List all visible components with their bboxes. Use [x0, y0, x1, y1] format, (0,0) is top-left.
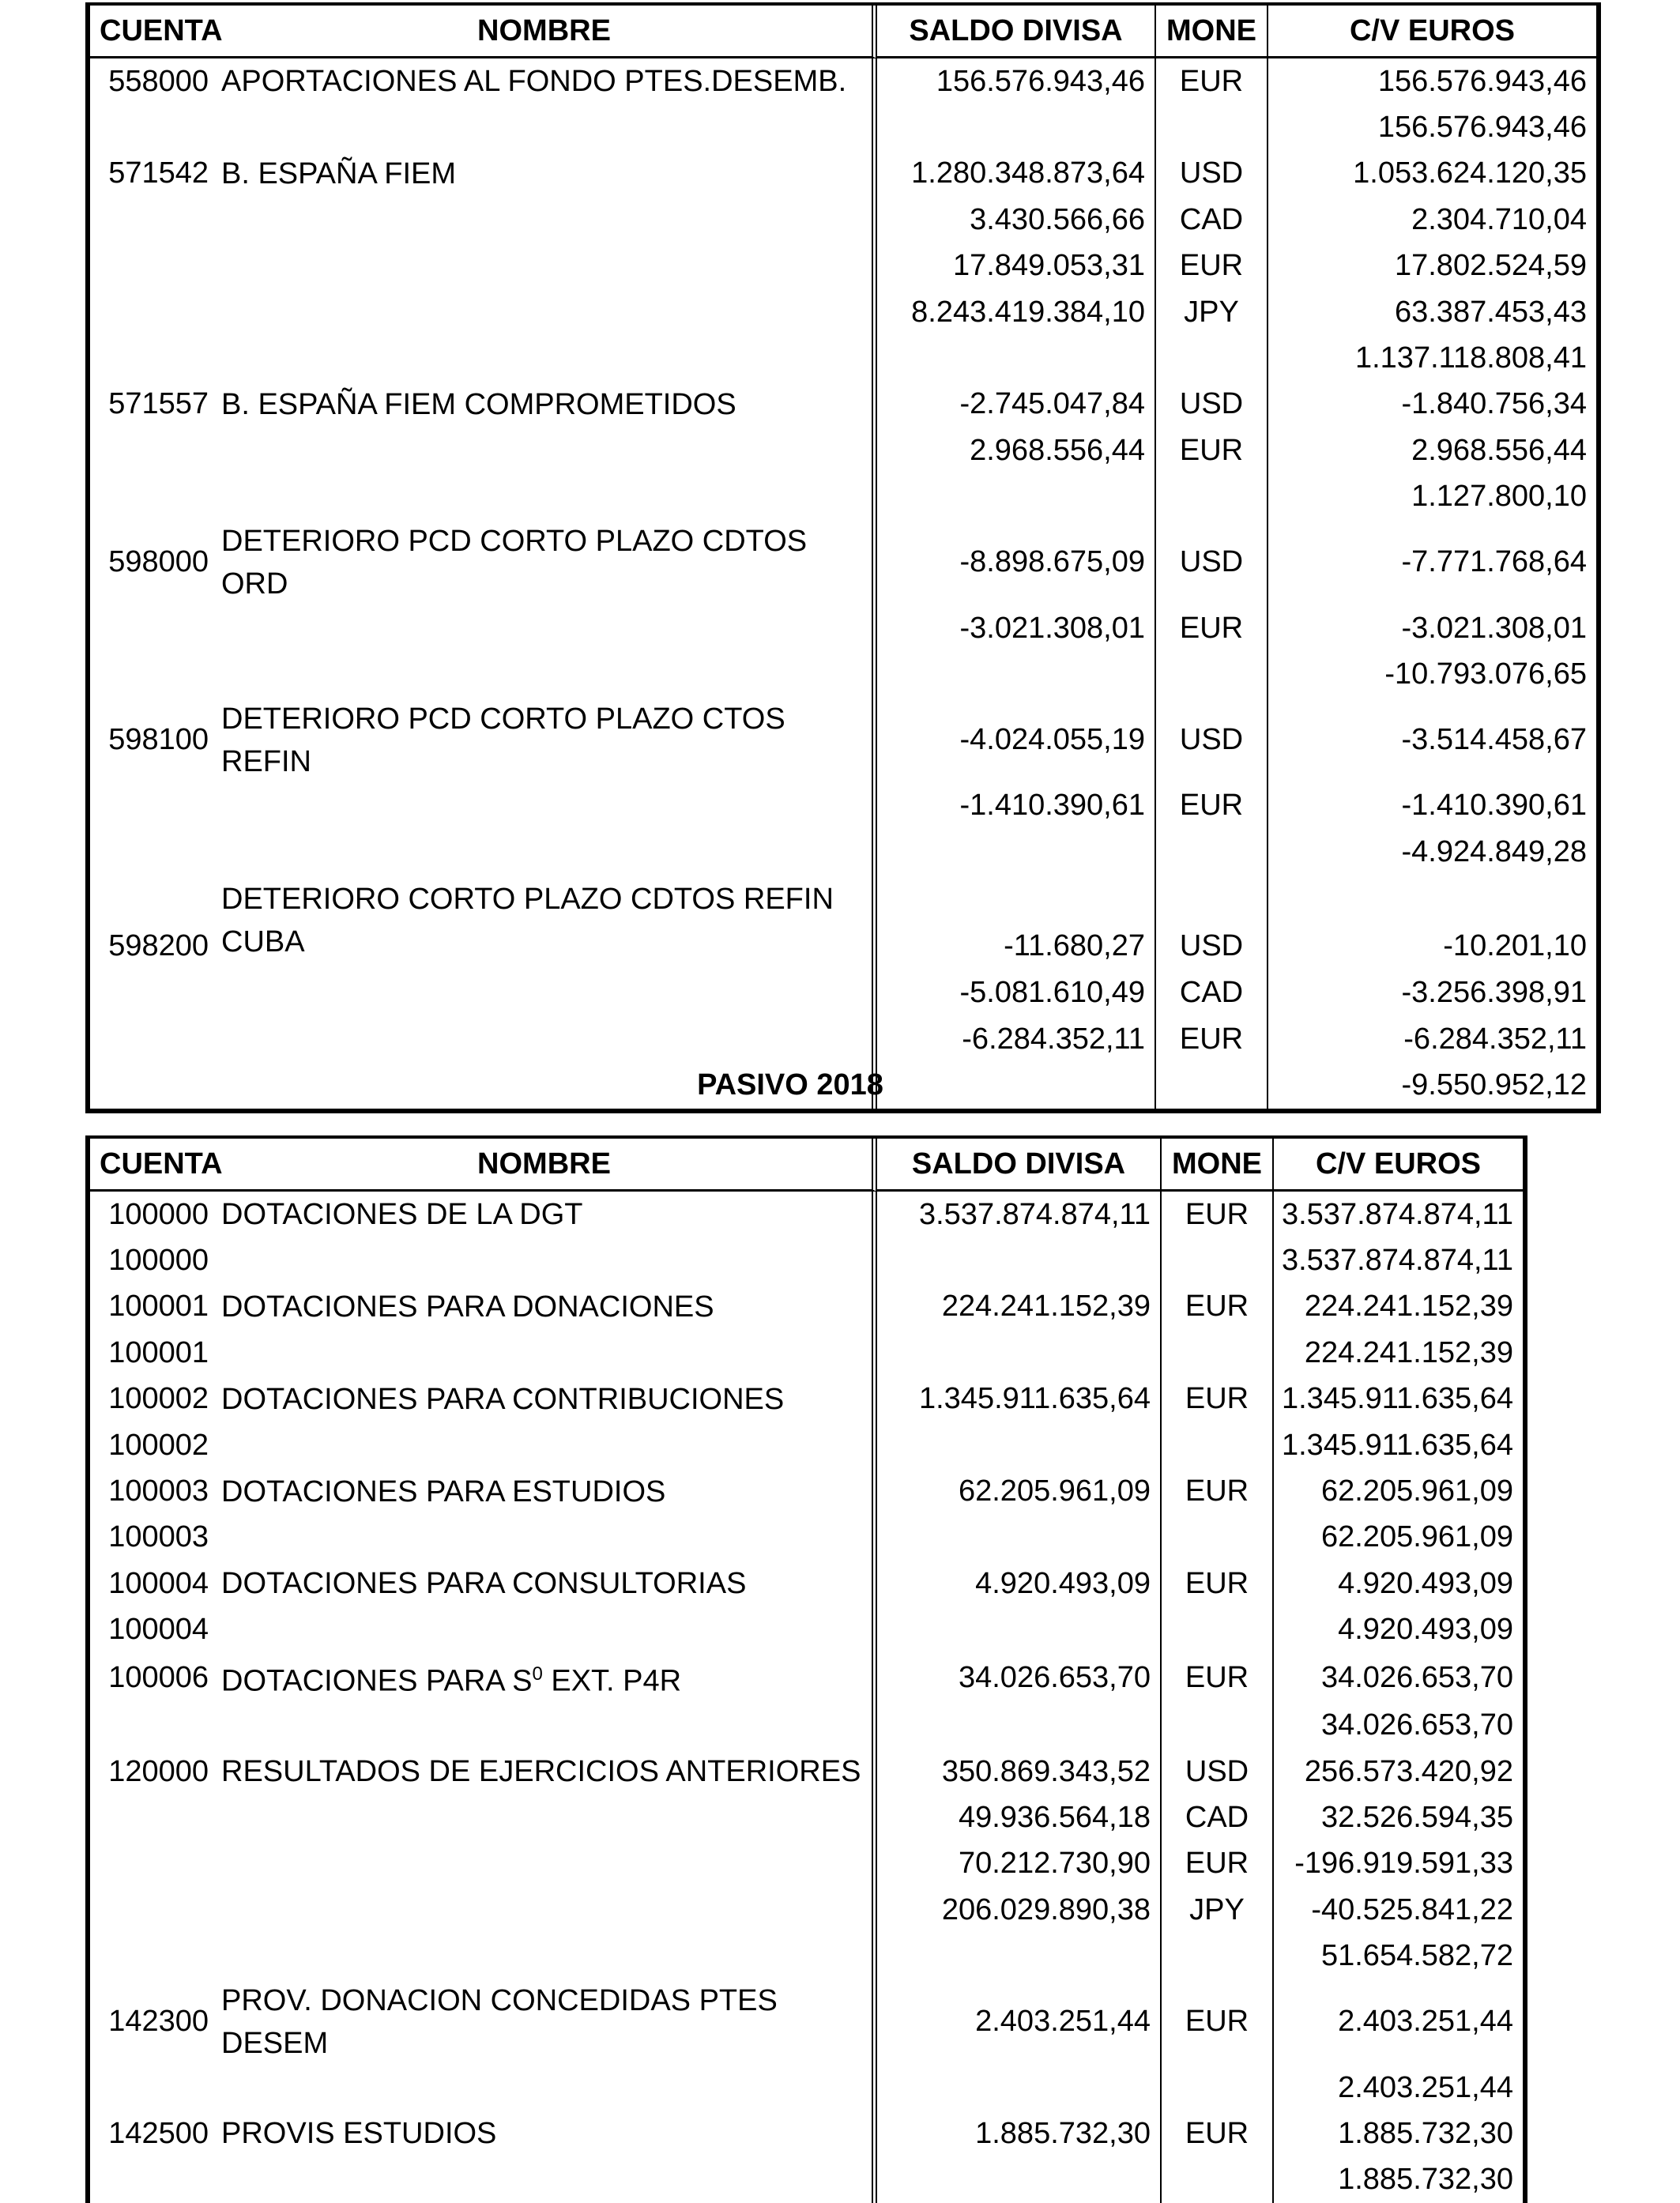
cell-nombre	[217, 335, 877, 381]
cell-moneda	[1162, 1934, 1274, 1979]
cell-cuenta	[90, 335, 217, 381]
cell-nombre-suffix: EXT. P4R	[542, 1664, 682, 1698]
cell-cuenta	[90, 1934, 217, 1979]
table-row	[90, 605, 1596, 651]
table-row	[90, 1330, 1523, 1376]
cell-saldo-divisa: 62.205.961,09	[877, 1468, 1162, 1514]
cell-cv-euros: 4.920.493,09	[1338, 1613, 1513, 1647]
table-row	[90, 1515, 1523, 1561]
cell-cuenta: 100003	[108, 1474, 209, 1508]
cell-cv-euros: 2.403.251,44	[1338, 2005, 1513, 2039]
table-row	[90, 1284, 1523, 1330]
cell-saldo-divisa: 4.920.493,09	[877, 1561, 1162, 1606]
cell-cuenta	[90, 651, 217, 697]
cell-cv-euros: 17.802.524,59	[1394, 249, 1587, 283]
table-header-row	[90, 1139, 1523, 1192]
cell-cuenta: 598000	[108, 545, 209, 579]
cell-nombre: DETERIORO PCD CORTO PLAZO CTOS REFIN	[217, 698, 877, 783]
header-cv-euros: C/V EUROS	[1274, 1139, 1523, 1192]
cell-nombre	[217, 1330, 877, 1376]
table-row	[90, 2065, 1523, 2111]
cell-cv-euros: 1.127.800,10	[1411, 480, 1587, 514]
header-moneda: MONE	[1162, 1139, 1274, 1192]
cell-moneda: USD	[1156, 698, 1268, 783]
cell-nombre: B. ESPAÑA FIEM	[217, 151, 877, 197]
cell-cv-euros: 156.576.943,46	[1377, 111, 1587, 145]
cell-saldo-divisa: 1.345.911.635,64	[877, 1376, 1162, 1422]
header-saldo-divisa: SALDO DIVISA	[877, 6, 1156, 58]
cell-cuenta: 100001	[108, 1335, 209, 1369]
cell-nombre: B. ESPAÑA FIEM COMPROMETIDOS	[217, 382, 877, 427]
cell-cuenta: 100000	[108, 1197, 209, 1231]
cell-saldo-divisa: -3.021.308,01	[877, 605, 1156, 651]
cell-moneda	[1162, 2157, 1274, 2203]
cell-saldo-divisa: 70.212.730,90	[877, 1841, 1162, 1887]
cell-moneda	[1156, 474, 1268, 520]
cell-saldo-divisa	[877, 1934, 1162, 1979]
cell-saldo-divisa	[877, 335, 1156, 381]
cell-cuenta	[90, 1016, 217, 1062]
cell-nombre	[217, 1653, 877, 1703]
cell-cuenta: 100001	[108, 1290, 209, 1324]
cell-nombre	[217, 1515, 877, 1561]
cell-moneda: EUR	[1162, 2111, 1274, 2156]
cell-nombre-text: DOTACIONES PARA S	[221, 1664, 533, 1698]
cell-nombre	[217, 605, 877, 651]
cell-saldo-divisa	[877, 1607, 1162, 1653]
cell-nombre	[217, 2157, 877, 2203]
cell-moneda: USD	[1156, 382, 1268, 427]
cell-cv-euros: 63.387.453,43	[1394, 295, 1587, 329]
cell-moneda: JPY	[1156, 289, 1268, 335]
cell-saldo-divisa: -6.284.352,11	[877, 1016, 1156, 1062]
cell-saldo-divisa: 8.243.419.384,10	[877, 289, 1156, 335]
cell-cv-euros: 1.345.911.635,64	[1281, 1428, 1513, 1462]
cell-moneda: EUR	[1162, 1284, 1274, 1330]
cell-cv-euros: 4.920.493,09	[1338, 1566, 1513, 1600]
cell-cv-euros: -7.771.768,64	[1401, 545, 1587, 579]
cell-saldo-divisa: 2.403.251,44	[877, 1979, 1162, 2065]
table-row	[90, 1703, 1523, 1749]
cell-cv-euros: 34.026.653,70	[1320, 1708, 1513, 1742]
cell-nombre	[217, 289, 877, 335]
cell-moneda: EUR	[1156, 783, 1268, 829]
cell-nombre: DETERIORO PCD CORTO PLAZO CDTOS ORD	[217, 520, 877, 605]
cell-cv-euros: 62.205.961,09	[1320, 1474, 1513, 1508]
cell-cv-euros: 224.241.152,39	[1304, 1290, 1513, 1324]
table-row	[90, 427, 1596, 473]
cell-saldo-divisa	[877, 1330, 1162, 1376]
cell-cv-euros: 224.241.152,39	[1304, 1335, 1513, 1369]
cell-cv-euros: -3.514.458,67	[1401, 723, 1587, 757]
cell-cuenta: 100006	[108, 1660, 209, 1694]
cell-nombre	[217, 1841, 877, 1887]
cell-moneda	[1162, 1330, 1274, 1376]
cell-moneda	[1162, 1237, 1274, 1283]
cell-nombre	[217, 829, 877, 875]
cell-cuenta: 100003	[108, 1520, 209, 1554]
cell-cuenta	[90, 970, 217, 1015]
cell-moneda: USD	[1156, 875, 1268, 970]
cell-cuenta: 598100	[108, 723, 209, 757]
header-moneda: MONE	[1156, 6, 1268, 58]
cell-cv-euros: 156.576.943,46	[1377, 64, 1587, 98]
cell-cv-euros: 1.053.624.120,35	[1353, 156, 1587, 190]
cell-moneda: EUR	[1156, 58, 1268, 104]
cell-moneda: EUR	[1156, 427, 1268, 473]
table-row	[90, 698, 1596, 783]
table-row	[90, 1934, 1523, 1979]
table-row	[90, 1887, 1523, 1933]
superscript-zero: 0	[532, 1663, 543, 1685]
cell-nombre	[217, 1237, 877, 1283]
cell-nombre	[217, 1016, 877, 1062]
table-row	[90, 970, 1596, 1015]
table-row	[90, 289, 1596, 335]
cell-saldo-divisa: 224.241.152,39	[877, 1284, 1162, 1330]
table-row	[90, 335, 1596, 381]
cell-saldo-divisa: 206.029.890,38	[877, 1887, 1162, 1933]
cell-nombre: DOTACIONES PARA ESTUDIOS	[217, 1468, 877, 1514]
header-cuenta: CUENTA	[90, 1139, 217, 1192]
cell-saldo-divisa: -8.898.675,09	[877, 520, 1156, 605]
cell-cuenta: 100004	[108, 1566, 209, 1600]
cell-nombre: PROV. DONACION CONCEDIDAS PTES DESEM	[217, 1979, 877, 2065]
cell-moneda: EUR	[1162, 1979, 1274, 2065]
activo-table	[85, 2, 1601, 1113]
cell-cuenta: 100002	[108, 1382, 209, 1416]
cell-saldo-divisa: 156.576.943,46	[877, 58, 1156, 104]
cell-moneda: USD	[1162, 1749, 1274, 1794]
cell-moneda	[1162, 1607, 1274, 1653]
cell-cv-euros: 1.885.732,30	[1338, 2163, 1513, 2197]
cell-cv-euros: -3.256.398,91	[1401, 976, 1587, 1010]
cell-cuenta	[90, 605, 217, 651]
cell-moneda	[1162, 1703, 1274, 1749]
cell-cuenta: 571542	[108, 156, 209, 190]
cell-cv-euros: -1.410.390,61	[1401, 789, 1587, 823]
table-row	[90, 2111, 1523, 2156]
cell-cv-euros: -3.021.308,01	[1401, 611, 1587, 645]
cell-cv-euros: 2.403.251,44	[1338, 2070, 1513, 2104]
table-row	[90, 2157, 1523, 2203]
cell-cuenta	[90, 2157, 217, 2203]
cell-saldo-divisa: 1.280.348.873,64	[877, 151, 1156, 197]
cell-moneda	[1156, 335, 1268, 381]
cell-cv-euros: 1.885.732,30	[1338, 2116, 1513, 2150]
cell-nombre	[217, 1422, 877, 1468]
cell-saldo-divisa	[877, 1422, 1162, 1468]
cell-moneda	[1162, 2065, 1274, 2111]
cell-nombre	[217, 474, 877, 520]
table-header-row	[90, 6, 1596, 58]
cell-moneda: EUR	[1156, 243, 1268, 289]
cell-moneda: EUR	[1162, 1376, 1274, 1422]
table-row	[90, 1607, 1523, 1653]
cell-nombre: RESULTADOS DE EJERCICIOS ANTERIORES	[217, 1749, 877, 1794]
table-row	[90, 829, 1596, 875]
cell-saldo-divisa: 350.869.343,52	[877, 1749, 1162, 1794]
cell-moneda: EUR	[1162, 1653, 1274, 1703]
header-saldo-divisa: SALDO DIVISA	[877, 1139, 1162, 1192]
cell-saldo-divisa	[877, 474, 1156, 520]
cell-nombre	[217, 1887, 877, 1933]
cell-nombre	[217, 243, 877, 289]
cell-saldo-divisa	[877, 2157, 1162, 2203]
cell-cv-euros: -196.919.591,33	[1294, 1847, 1513, 1881]
table-row	[90, 243, 1596, 289]
cell-cv-euros: 1.137.118.808,41	[1354, 341, 1587, 375]
cell-nombre	[217, 1703, 877, 1749]
table-row	[90, 1979, 1523, 2065]
header-nombre: NOMBRE	[217, 6, 877, 58]
table-row	[90, 1749, 1523, 1794]
cell-saldo-divisa	[877, 651, 1156, 697]
table-row	[90, 1468, 1523, 1514]
cell-cv-euros: -1.840.756,34	[1401, 387, 1587, 421]
cell-nombre	[217, 1794, 877, 1840]
cell-nombre	[217, 970, 877, 1015]
cell-cv-euros: 3.537.874.874,11	[1281, 1197, 1513, 1231]
cell-cv-euros: 256.573.420,92	[1304, 1754, 1513, 1788]
cell-cv-euros: 2.304.710,04	[1411, 202, 1587, 236]
cell-nombre	[217, 1607, 877, 1653]
cell-saldo-divisa	[877, 1237, 1162, 1283]
cell-saldo-divisa	[877, 2065, 1162, 2111]
table-row	[90, 1376, 1523, 1422]
cell-cuenta	[90, 474, 217, 520]
cell-cuenta: 120000	[108, 1754, 209, 1788]
table-row	[90, 151, 1596, 197]
cell-cuenta: 100004	[108, 1613, 209, 1647]
cell-moneda: EUR	[1162, 1192, 1274, 1237]
table-row	[90, 783, 1596, 829]
cell-cuenta: 598200	[108, 929, 209, 963]
cell-saldo-divisa	[877, 1703, 1162, 1749]
table-row	[90, 382, 1596, 427]
cell-cv-euros: -9.550.952,12	[1401, 1068, 1587, 1102]
cell-saldo-divisa: 1.885.732,30	[877, 2111, 1162, 2156]
cell-cv-euros: -10.793.076,65	[1384, 657, 1587, 691]
cell-nombre: APORTACIONES AL FONDO PTES.DESEMB.	[217, 58, 877, 104]
cell-moneda: EUR	[1156, 605, 1268, 651]
cell-cuenta: 558000	[108, 64, 209, 98]
cell-cuenta	[90, 1794, 217, 1840]
cell-nombre: PROVIS ESTUDIOS	[217, 2111, 877, 2156]
cell-moneda: EUR	[1162, 1841, 1274, 1887]
cell-moneda: EUR	[1162, 1468, 1274, 1514]
cell-nombre	[217, 1934, 877, 1979]
cell-moneda: CAD	[1156, 970, 1268, 1015]
cell-saldo-divisa: -5.081.610,49	[877, 970, 1156, 1015]
cell-saldo-divisa: 49.936.564,18	[877, 1794, 1162, 1840]
cell-cv-euros: -4.924.849,28	[1401, 834, 1587, 868]
cell-nombre: DOTACIONES PARA DONACIONES	[217, 1284, 877, 1330]
cell-saldo-divisa: 2.968.556,44	[877, 427, 1156, 473]
table-row	[90, 104, 1596, 150]
pasivo-table	[85, 1135, 1527, 2203]
cell-saldo-divisa	[877, 1515, 1162, 1561]
table-row	[90, 58, 1596, 104]
cell-nombre: DETERIORO CORTO PLAZO CDTOS REFIN CUBA	[217, 875, 877, 970]
cell-cv-euros: 62.205.961,09	[1320, 1520, 1513, 1554]
cell-moneda: CAD	[1162, 1794, 1274, 1840]
cell-cuenta: 571557	[108, 387, 209, 421]
cell-moneda: USD	[1156, 151, 1268, 197]
table-row	[90, 1653, 1523, 1703]
cell-nombre	[217, 197, 877, 243]
cell-nombre: DOTACIONES DE LA DGT	[217, 1192, 877, 1237]
cell-saldo-divisa: 17.849.053,31	[877, 243, 1156, 289]
table-row	[90, 1841, 1523, 1887]
cell-cuenta	[90, 243, 217, 289]
cell-moneda: EUR	[1156, 1016, 1268, 1062]
cell-cv-euros: 34.026.653,70	[1320, 1660, 1513, 1694]
cell-cv-euros: 32.526.594,35	[1320, 1801, 1513, 1835]
cell-cv-euros: 3.537.874.874,11	[1281, 1244, 1513, 1278]
table-row	[90, 197, 1596, 243]
cell-nombre: DOTACIONES PARA CONTRIBUCIONES	[217, 1376, 877, 1422]
cell-cuenta	[90, 783, 217, 829]
table-row	[90, 1561, 1523, 1606]
cell-moneda	[1156, 651, 1268, 697]
cell-cuenta: 142300	[108, 2005, 209, 2039]
cell-cuenta	[90, 427, 217, 473]
pasivo-title: PASIVO 2018	[697, 1068, 883, 1102]
cell-saldo-divisa: -1.410.390,61	[877, 783, 1156, 829]
cell-cuenta	[90, 1703, 217, 1749]
cell-nombre: DOTACIONES PARA CONSULTORIAS	[217, 1561, 877, 1606]
cell-moneda: CAD	[1156, 197, 1268, 243]
header-nombre: NOMBRE	[217, 1139, 877, 1192]
cell-saldo-divisa: 3.430.566,66	[877, 197, 1156, 243]
cell-saldo-divisa: 34.026.653,70	[877, 1653, 1162, 1703]
table-row	[90, 875, 1596, 970]
cell-saldo-divisa	[877, 104, 1156, 150]
cell-cuenta: 142500	[108, 2116, 209, 2150]
cell-cuenta: 100000	[108, 1244, 209, 1278]
cell-nombre	[217, 2065, 877, 2111]
cell-nombre	[217, 427, 877, 473]
table-row	[90, 474, 1596, 520]
cell-saldo-divisa: -11.680,27	[877, 875, 1156, 970]
cell-cv-euros: 2.968.556,44	[1411, 433, 1587, 467]
cell-cv-euros: -40.525.841,22	[1311, 1892, 1513, 1926]
table-row	[90, 1016, 1596, 1062]
cell-moneda	[1162, 1515, 1274, 1561]
cell-nombre	[217, 104, 877, 150]
table-row	[90, 520, 1596, 605]
cell-moneda: USD	[1156, 520, 1268, 605]
cell-saldo-divisa: 3.537.874.874,11	[877, 1192, 1162, 1237]
cell-moneda	[1156, 829, 1268, 875]
cell-cv-euros: 51.654.582,72	[1320, 1939, 1513, 1973]
table-row	[90, 1192, 1523, 1237]
cell-moneda	[1156, 104, 1268, 150]
cell-moneda: JPY	[1162, 1887, 1274, 1933]
cell-moneda	[1162, 1422, 1274, 1468]
header-cv-euros: C/V EUROS	[1268, 6, 1596, 58]
cell-cuenta: 100002	[108, 1428, 209, 1462]
table-row	[90, 1422, 1523, 1468]
cell-cuenta	[90, 1841, 217, 1887]
cell-cuenta	[90, 104, 217, 150]
cell-cv-euros: -6.284.352,11	[1403, 1022, 1587, 1056]
cell-cv-euros: 1.345.911.635,64	[1281, 1382, 1513, 1416]
table-row	[90, 1237, 1523, 1283]
cell-saldo-divisa: -4.024.055,19	[877, 698, 1156, 783]
cell-saldo-divisa	[877, 829, 1156, 875]
cell-saldo-divisa: -2.745.047,84	[877, 382, 1156, 427]
cell-cv-euros: -10.201,10	[1443, 929, 1587, 963]
cell-nombre	[217, 783, 877, 829]
cell-cuenta	[90, 2065, 217, 2111]
table-row	[90, 1794, 1523, 1840]
header-cuenta: CUENTA	[90, 6, 217, 58]
table-row	[90, 651, 1596, 697]
cell-cuenta	[90, 829, 217, 875]
cell-nombre	[217, 651, 877, 697]
cell-moneda: EUR	[1162, 1561, 1274, 1606]
cell-cuenta	[90, 289, 217, 335]
cell-cuenta	[90, 197, 217, 243]
cell-cuenta	[90, 1887, 217, 1933]
